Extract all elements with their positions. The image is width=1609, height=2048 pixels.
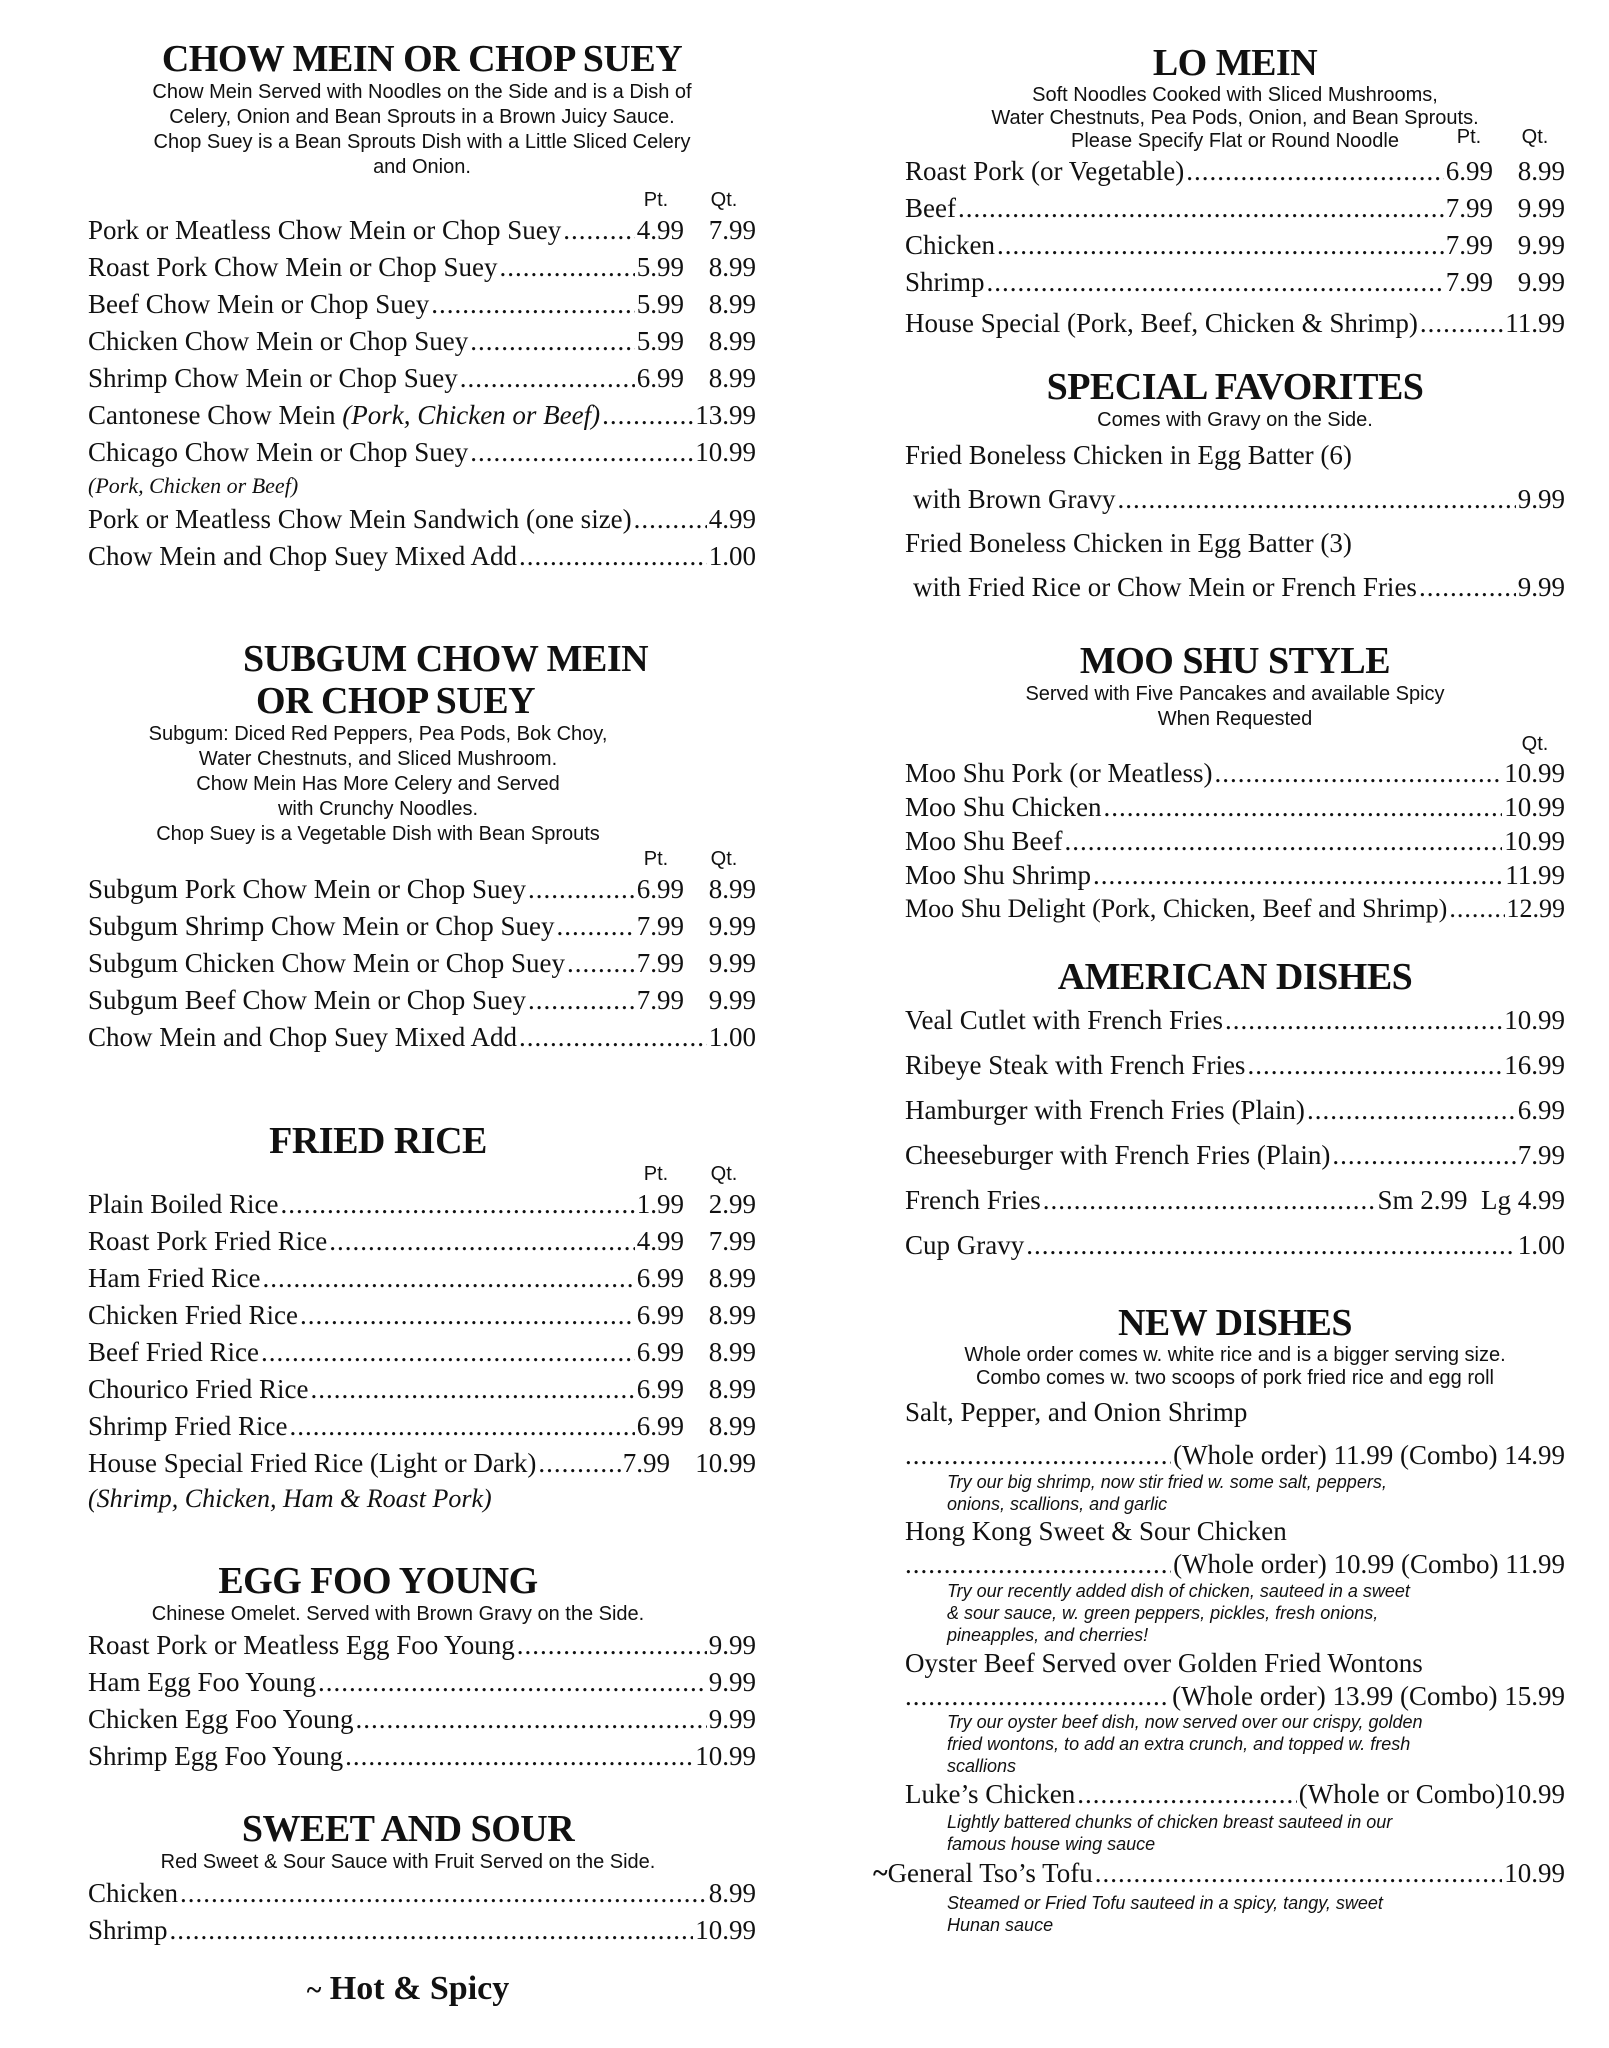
section-description: Red Sweet & Sour Sauce with Fruit Served on the Side. bbox=[160, 1851, 656, 1873]
section-title: SWEET AND SOUR bbox=[241, 1808, 575, 1850]
menu-item: Pork or Meatless Chow Mein or Chop Suey ..... 4.99 7.99 bbox=[88, 212, 756, 249]
menu-item: Ham Egg Foo Young ..... 9.99 bbox=[88, 1664, 756, 1701]
menu-item: Roast Pork Fried Rice ..... 4.99 7.99 bbox=[88, 1223, 756, 1260]
menu-item: Shrimp Chow Mein or Chop Suey ..... 6.99 8.99 bbox=[88, 360, 756, 397]
menu-item: Beef ..... 7.99 9.99 bbox=[905, 190, 1565, 227]
menu-item: Plain Boiled Rice ..... 1.99 2.99 bbox=[88, 1186, 756, 1223]
dish-name: Hong Kong Sweet & Sour Chicken bbox=[905, 1516, 1287, 1546]
menu-item: Cup Gravy ..... 1.00 bbox=[905, 1223, 1565, 1268]
menu-item: with Brown Gravy ..... 9.99 bbox=[905, 477, 1565, 521]
egg-foo-young-section bbox=[88, 1560, 756, 1775]
menu-item: Shrimp Egg Foo Young ..... 10.99 bbox=[88, 1738, 756, 1775]
dish-note: Try our recently added dish of chicken, sauteed in a sweet & sour sauce, w. green peppers, pickles, fresh onions, pineapples, and cherries! bbox=[947, 1581, 1410, 1645]
section-description: Whole order comes w. white rice and is a bigger serving size. Combo comes w. two scoops of pork fried rice and egg roll bbox=[964, 1344, 1506, 1389]
dish-note: Try our big shrimp, now stir fried w. some salt, peppers, onions, scallions, and garlic bbox=[947, 1472, 1387, 1514]
menu-item: Moo Shu Delight (Pork, Chicken, Beef and Shrimp) ..... 12.99 bbox=[905, 892, 1565, 926]
menu-item: Roast Pork (or Vegetable) ..... 6.99 8.99 bbox=[905, 153, 1565, 190]
chow-mein-section bbox=[88, 38, 756, 575]
legend-label: Hot & Spicy bbox=[329, 1970, 510, 2007]
section-title: FRIED RICE bbox=[269, 1120, 487, 1162]
dish-name: ~ General Tso’s Tofu ..... 10.99 bbox=[873, 1855, 1565, 1892]
menu-item: Shrimp ..... 10.99 bbox=[88, 1912, 756, 1949]
section-title: CHOW MEIN OR CHOP SUEY bbox=[161, 38, 683, 80]
menu-item: Hamburger with French Fries (Plain) ..... 6.99 bbox=[905, 1088, 1565, 1133]
menu-item: Subgum Beef Chow Mein or Chop Suey ..... 7.99 9.99 bbox=[88, 982, 756, 1019]
dish-name: Luke’s Chicken ..... (Whole or Combo)10.99 bbox=[905, 1777, 1565, 1811]
menu-item: Cheeseburger with French Fries (Plain) ..... 7.99 bbox=[905, 1133, 1565, 1178]
menu-item: House Special Fried Rice (Light or Dark) ..... 7.99 10.99 bbox=[88, 1445, 756, 1482]
section-description: Subgum: Diced Red Peppers, Pea Pods, Bok Choy, Water Chestnuts, and Sliced Mushroom. Chow Mein Has More Celery and Served with Crunchy Noodles. Chop Suey is a Vegetable Dish with Bean Sprouts bbox=[148, 723, 608, 845]
hot-spicy-icon: ~ bbox=[873, 1858, 888, 1889]
column-header: Pt. Qt. bbox=[643, 189, 738, 211]
section-title: MOO SHU STYLE bbox=[1079, 640, 1391, 682]
menu-item: Moo Shu Shrimp ..... 11.99 bbox=[905, 858, 1565, 892]
special-favorites-section bbox=[905, 366, 1565, 609]
american-dishes-section bbox=[905, 956, 1565, 1268]
menu-item-mixed: Chow Mein and Chop Suey Mixed Add ..... 1.00 bbox=[88, 538, 756, 575]
menu-item: Beef Fried Rice ..... 6.99 8.99 bbox=[88, 1334, 756, 1371]
section-description: Soft Noodles Cooked with Sliced Mushrooms, Water Chestnuts, Pea Pods, Onion, and Bean Sprouts. Please Specify Flat or Round Noodle Pt. Qt. bbox=[905, 84, 1565, 153]
new-dishes-section bbox=[873, 1302, 1565, 1936]
column-header: Qt. bbox=[1521, 733, 1549, 755]
menu-item: Subgum Pork Chow Mein or Chop Suey ..... 6.99 8.99 bbox=[88, 871, 756, 908]
section-description: Chinese Omelet. Served with Brown Gravy on the Side. bbox=[151, 1603, 645, 1625]
section-description: Chow Mein Served with Noodles on the Side and is a Dish of Celery, Onion and Bean Sprouts in a Brown Juicy Sauce. Chop Suey is a Bean Sprouts Dish with a Little Sliced Celery and Onion. bbox=[152, 81, 692, 178]
subgum-section bbox=[88, 638, 756, 1056]
menu-item: Chicken ..... 8.99 bbox=[88, 1875, 756, 1912]
menu-item: Ribeye Steak with French Fries ..... 16.99 bbox=[905, 1043, 1565, 1088]
section-description: Served with Five Pancakes and available Spicy When Requested bbox=[1025, 683, 1445, 730]
menu-item: Chicken ..... 7.99 9.99 bbox=[905, 227, 1565, 264]
menu-item: Moo Shu Beef ..... 10.99 bbox=[905, 824, 1565, 858]
dish-price: ..... (Whole order) 11.99 (Combo) 14.99 bbox=[905, 1439, 1565, 1471]
menu-item: Chicken Egg Foo Young ..... 9.99 bbox=[88, 1701, 756, 1738]
dish-note: Try our oyster beef dish, now served over our crispy, golden fried wontons, to add an extra crunch, and topped w. fresh scallions bbox=[947, 1712, 1423, 1776]
section-title: OR CHOP SUEY bbox=[256, 680, 536, 722]
dish-price: ..... (Whole order) 10.99 (Combo) 11.99 bbox=[905, 1548, 1565, 1580]
menu-item: Chourico Fried Rice ..... 6.99 8.99 bbox=[88, 1371, 756, 1408]
lo-mein-section bbox=[905, 42, 1565, 342]
menu-item: Shrimp Fried Rice ..... 6.99 8.99 bbox=[88, 1408, 756, 1445]
dish-name: Salt, Pepper, and Onion Shrimp bbox=[905, 1397, 1248, 1427]
menu-item-mixed: Chow Mein and Chop Suey Mixed Add ..... 1.00 bbox=[88, 1019, 756, 1056]
moo-shu-section bbox=[905, 640, 1565, 926]
column-header: Pt. Qt. bbox=[643, 848, 738, 870]
item-note: (Pork, Chicken or Beef) bbox=[88, 473, 299, 498]
menu-item-chicago: Chicago Chow Mein or Chop Suey ..... 10.99 bbox=[88, 434, 756, 471]
menu-item: Chicken Fried Rice ..... 6.99 8.99 bbox=[88, 1297, 756, 1334]
menu-item: Beef Chow Mein or Chop Suey ..... 5.99 8.99 bbox=[88, 286, 756, 323]
section-title: SPECIAL FAVORITES bbox=[1046, 366, 1424, 408]
section-description: Comes with Gravy on the Side. bbox=[1097, 409, 1373, 431]
menu-item: Subgum Shrimp Chow Mein or Chop Suey ..... 7.99 9.99 bbox=[88, 908, 756, 945]
column-header: Pt. Qt. bbox=[643, 1163, 738, 1185]
menu-item-line: Fried Boneless Chicken in Egg Batter (3) bbox=[905, 528, 1352, 558]
hot-spicy-legend bbox=[88, 1970, 728, 2008]
section-title: AMERICAN DISHES bbox=[1057, 956, 1413, 998]
hot-spicy-icon: ~ bbox=[306, 1975, 322, 2006]
menu-item-line: Fried Boneless Chicken in Egg Batter (6) bbox=[905, 440, 1352, 470]
dish-note: Steamed or Fried Tofu sauteed in a spicy, tangy, sweet Hunan sauce bbox=[947, 1893, 1383, 1935]
menu-item: Shrimp ..... 7.99 9.99 bbox=[905, 264, 1565, 301]
section-title: EGG FOO YOUNG bbox=[218, 1560, 538, 1602]
fried-rice-section bbox=[88, 1120, 756, 1516]
menu-item: Veal Cutlet with French Fries ..... 10.99 bbox=[905, 998, 1565, 1043]
menu-item: Subgum Chicken Chow Mein or Chop Suey ..... 7.99 9.99 bbox=[88, 945, 756, 982]
item-note: (Shrimp, Chicken, Ham & Roast Pork) bbox=[88, 1484, 492, 1513]
menu-item: French Fries ..... Sm 2.99 Lg 4.99 bbox=[905, 1178, 1565, 1223]
sweet-and-sour-section bbox=[88, 1808, 756, 1949]
section-title: LO MEIN bbox=[1152, 42, 1318, 84]
menu-item-house-special: House Special (Pork, Beef, Chicken & Shrimp) ..... 11.99 bbox=[905, 305, 1565, 342]
section-title: SUBGUM CHOW MEIN bbox=[243, 638, 649, 680]
menu-item: Roast Pork or Meatless Egg Foo Young ..... 9.99 bbox=[88, 1627, 756, 1664]
dish-note: Lightly battered chunks of chicken breast sauteed in our famous house wing sauce bbox=[947, 1812, 1393, 1854]
dish-price: ..... (Whole order) 13.99 (Combo) 15.99 bbox=[905, 1681, 1565, 1711]
menu-item: Roast Pork Chow Mein or Chop Suey ..... 5.99 8.99 bbox=[88, 249, 756, 286]
menu-item: Chicken Chow Mein or Chop Suey ..... 5.99 8.99 bbox=[88, 323, 756, 360]
menu-item-cantonese: Cantonese Chow Mein (Pork, Chicken or Beef) ..... 13.99 bbox=[88, 397, 756, 434]
menu-item: with Fried Rice or Chow Mein or French Fries ..... 9.99 bbox=[905, 565, 1565, 609]
menu-item: Moo Shu Pork (or Meatless) ..... 10.99 bbox=[905, 756, 1565, 790]
section-title: NEW DISHES bbox=[1117, 1302, 1352, 1344]
menu-item: Ham Fried Rice ..... 6.99 8.99 bbox=[88, 1260, 756, 1297]
dish-name: Oyster Beef Served over Golden Fried Wontons bbox=[905, 1648, 1423, 1678]
column-header: Pt. Qt. bbox=[1456, 126, 1549, 148]
menu-item-sandwich: Pork or Meatless Chow Mein Sandwich (one size) ..... 4.99 bbox=[88, 501, 756, 538]
menu-item: Moo Shu Chicken ..... 10.99 bbox=[905, 790, 1565, 824]
